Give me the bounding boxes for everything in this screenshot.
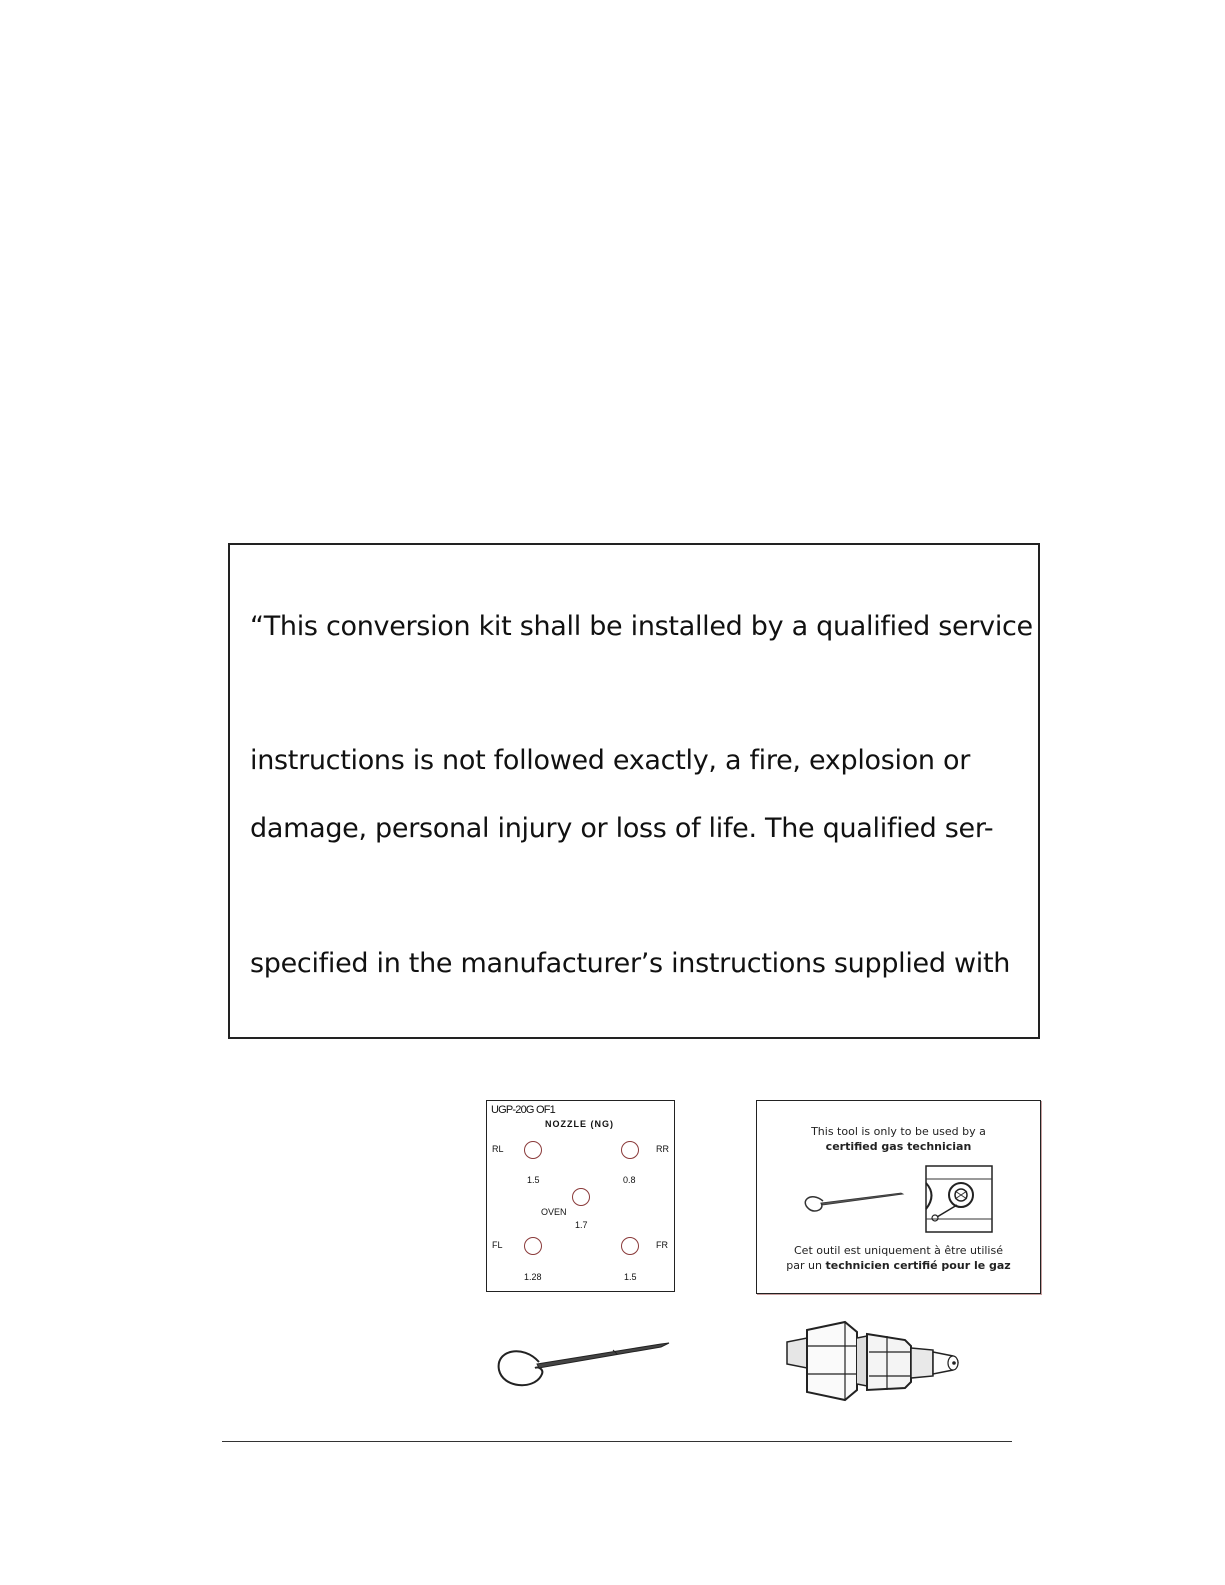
warning-line-4: specified in the manufacturer’s instructions supplied with [250, 948, 1011, 979]
rr-label: RR [656, 1144, 669, 1154]
warning-line-2: instructions is not followed exactly, a fire, explosion or [250, 745, 971, 776]
nozzle-closeup-icon [925, 1165, 993, 1233]
model-number: UGP-20G OF1 [491, 1104, 555, 1116]
fl-value: 1.28 [524, 1272, 542, 1282]
tool-notice-fr-bold: technicien certifié pour le gaz [825, 1259, 1011, 1272]
pick-tool-icon [493, 1332, 673, 1394]
fr-label: FR [656, 1240, 668, 1250]
nozzle-fitting-icon [785, 1312, 970, 1412]
small-pick-tool-icon [801, 1181, 906, 1221]
oven-label: OVEN [541, 1207, 567, 1217]
tool-notice-en-line-1: This tool is only to be used by a [811, 1125, 986, 1138]
fr-nozzle-circle [621, 1237, 639, 1255]
nozzle-heading: NOZZLE (NG) [545, 1119, 614, 1129]
fr-value: 1.5 [624, 1272, 637, 1282]
nozzle-label-card [486, 1100, 675, 1292]
footer-rule [222, 1441, 1012, 1442]
tool-notice-fr-plain: par un [786, 1259, 826, 1272]
rr-nozzle-circle [621, 1141, 639, 1159]
fl-nozzle-circle [524, 1237, 542, 1255]
rl-label: RL [492, 1144, 504, 1154]
rr-value: 0.8 [623, 1175, 636, 1185]
rl-nozzle-circle [524, 1141, 542, 1159]
fl-label: FL [492, 1240, 503, 1250]
oven-value: 1.7 [575, 1220, 588, 1230]
warning-box [228, 543, 1040, 1039]
tool-notice-card [756, 1100, 1041, 1294]
rl-value: 1.5 [527, 1175, 540, 1185]
oven-nozzle-circle [572, 1188, 590, 1206]
tool-notice-en-line-2: certified gas technician [825, 1140, 972, 1153]
warning-line-3: damage, personal injury or loss of life. The qualified ser- [250, 813, 994, 844]
warning-line-1: “This conversion kit shall be installed by a qualified service [250, 611, 1033, 642]
tool-notice-fr-line-2 [757, 1259, 1040, 1272]
tool-notice-fr-line-1: Cet outil est uniquement à être utilisé [794, 1244, 1003, 1257]
